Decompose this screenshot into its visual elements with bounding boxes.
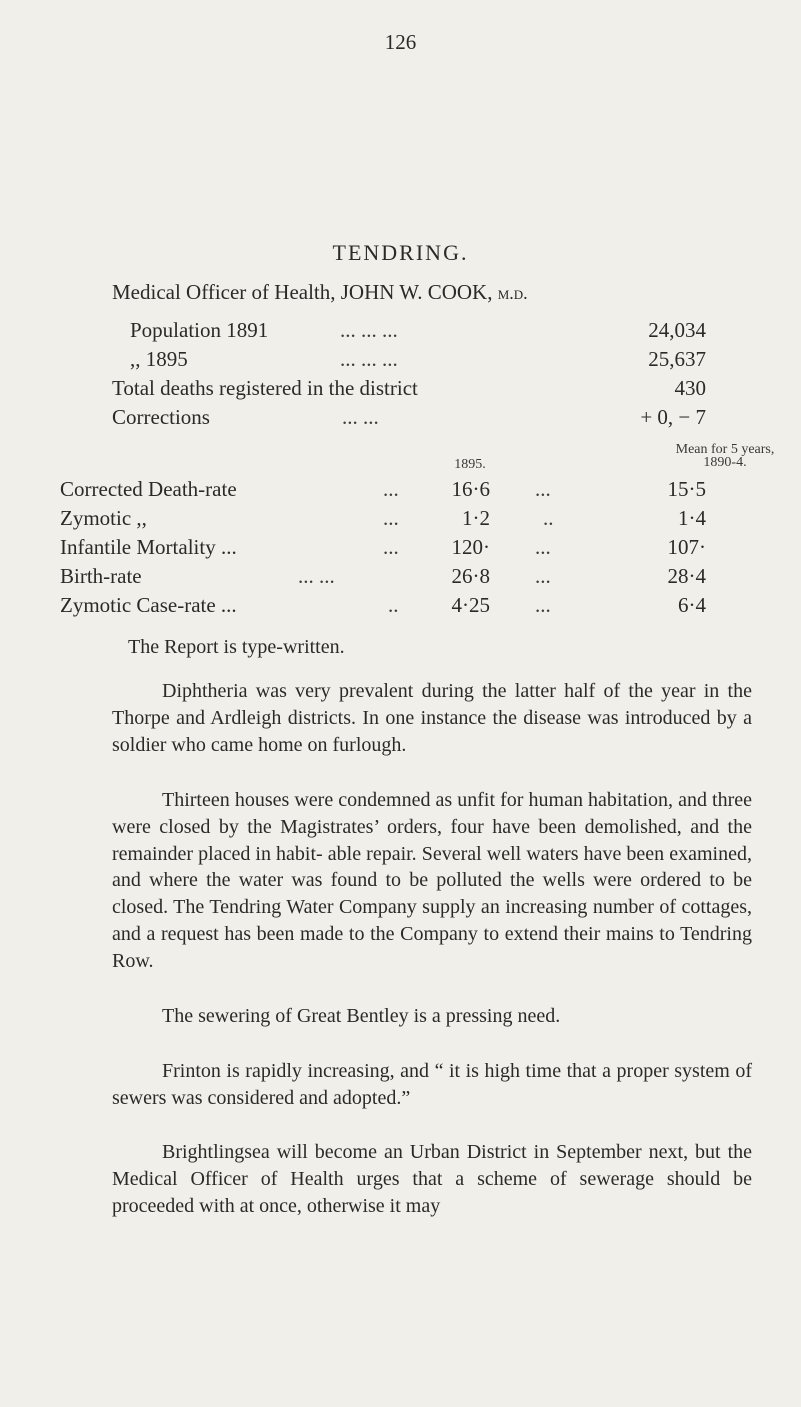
table-row-dots: ... ... [298,564,335,588]
table-row-label: Zymotic Case-rate ... [60,593,237,617]
table-row-label: Zymotic ,, [60,506,147,530]
population-1891-label: Population 1891 [130,318,269,342]
total-deaths-label: Total deaths registered in the district [112,376,418,400]
table-row-dots: ... [383,535,399,559]
paragraph-text: Thirteen houses were condemned as unfit for human habitation, and three were closed by the Magistrates’ orders, four have been demolished, and the remainder placed in habit- able repair. Several well waters have been examined, and where the water was found to be polluted the wells were ordered to be closed. The Tendring Water Company supply an increasing number of cottages, and a request has been made to the Company to extend their mains to Tendring Row. [112,789,752,972]
table-row-dots: ... [383,506,399,530]
paragraph-houses [112,787,752,975]
paragraph-brightlingsea [112,1139,752,1219]
table-row-value-1895: 120· [451,535,490,559]
table-row-dots: ... [535,535,551,559]
table-row-dots: .. [388,593,399,617]
table-row-label: Birth-rate [60,564,142,588]
corrections-dots: ... ... [342,405,379,429]
table-row-dots: ... [535,477,551,501]
table-row-value-mean: 6·4 [678,593,706,617]
table-row-value-mean: 1·4 [678,506,706,530]
table-row-dots: ... [535,593,551,617]
paragraph-text: Frinton is rapidly increasing, and “ it is high time that a proper system of sewers was considered and adopted.” [112,1060,752,1109]
table-row-value-mean: 15·5 [667,477,706,501]
column-header-1895: 1895. [454,457,486,472]
total-deaths-value: 430 [674,376,706,400]
population-1895-dots: ... ... ... [340,347,398,371]
page-title: TENDRING. [332,240,469,265]
table-row-value-mean: 107· [667,535,706,559]
table-row-label: Infantile Mortality ... [60,535,237,559]
paragraph-frinton [112,1058,752,1112]
population-1895-value: 25,637 [648,347,706,371]
table-row-value-1895: 1·2 [462,506,490,530]
paragraph-diphtheria [112,678,752,758]
medical-officer-line [112,280,528,305]
paragraph-text: Diphtheria was very prevalent during the latter half of the year in the Thorpe and Ardleigh districts. In one instance the disease was introduced by a soldier who came home on furlough. [112,680,752,756]
paragraph-great-bentley [112,1003,752,1030]
column-header-mean-line1: Mean for 5 years, [675,442,775,457]
corrections-label: Corrections [112,405,210,429]
table-row-dots: ... [383,477,399,501]
paragraph-text: The sewering of Great Bentley is a pressing need. [162,1005,561,1027]
table-row-dots: .. [543,506,554,530]
medical-officer-name: Medical Officer of Health, JOHN W. COOK, [112,280,493,304]
table-row-value-1895: 4·25 [451,593,490,617]
table-row-value-mean: 28·4 [667,564,706,588]
population-1895-label: ,, 1895 [130,347,188,371]
paragraph-text: Brightlingsea will become an Urban District in September next, but the Medical Officer of Health urges that a scheme of sewerage should be proceeded with at once, otherwise it may [112,1141,752,1217]
table-row-value-1895: 26·8 [451,564,490,588]
medical-officer-degree: m.d. [497,283,528,303]
report-note: The Report is type-written. [128,636,345,658]
population-1891-value: 24,034 [648,318,706,342]
corrections-value: + 0, − 7 [640,405,706,429]
table-row-label: Corrected Death-rate [60,477,237,501]
column-header-mean-line2: 1890-4. [703,455,747,470]
table-row-dots: ... [535,564,551,588]
population-1891-dots: ... ... ... [340,318,398,342]
page-number: 126 [384,30,417,54]
table-row-value-1895: 16·6 [451,477,490,501]
